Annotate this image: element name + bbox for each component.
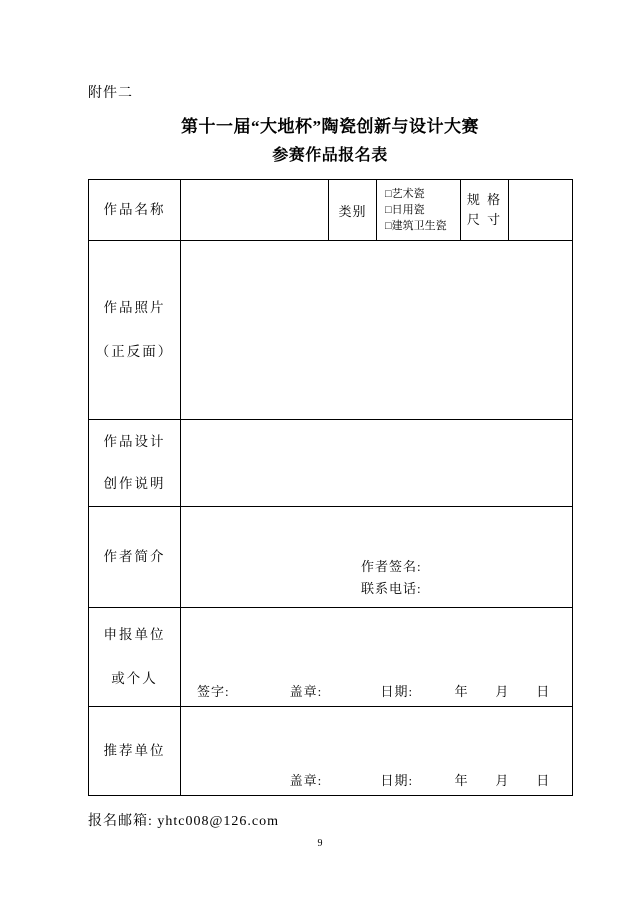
application-form-table	[88, 179, 573, 796]
recommender-year-label: 年	[454, 773, 469, 788]
cell-author-bio-label	[89, 507, 181, 608]
design-label-line1: 作品设计	[103, 434, 166, 449]
work-name-label: 作品名称	[103, 202, 166, 217]
recommender-label: 推荐单位	[103, 743, 166, 758]
photo-label-line1: 作品照片	[103, 300, 166, 315]
recommender-date-label: 日期:	[380, 773, 414, 788]
cell-author-bio-value[interactable]	[181, 507, 573, 608]
cell-photo-label	[89, 241, 181, 420]
table-row	[89, 241, 573, 420]
spec-label-line1: 规 格	[466, 192, 503, 207]
cell-work-name-value[interactable]	[181, 180, 329, 241]
table-row	[89, 507, 573, 608]
recommender-month-label: 月	[495, 773, 510, 788]
author-signature-label: 作者签名:	[361, 559, 422, 574]
applicant-date-label: 日期:	[380, 684, 414, 699]
category-option-daily[interactable]: □日用瓷	[385, 204, 425, 216]
cell-recommender-value[interactable]	[181, 707, 573, 796]
title-block	[88, 114, 572, 169]
applicant-day-label: 日	[536, 684, 551, 699]
page-title: 第十一届“大地杯”陶瓷创新与设计大赛	[181, 117, 479, 136]
cell-applicant-label	[89, 608, 181, 707]
attachment-label: 附件二	[88, 86, 133, 101]
page-number: 9	[317, 838, 323, 849]
recommender-day-label: 日	[536, 773, 551, 788]
spec-label-line2: 尺 寸	[466, 212, 503, 227]
cell-category-label	[329, 180, 377, 241]
cell-recommender-label	[89, 707, 181, 796]
table-row	[89, 180, 573, 241]
applicant-year-label: 年	[454, 684, 469, 699]
author-phone-label: 联系电话:	[361, 581, 422, 596]
applicant-seal-label: 盖章:	[289, 684, 323, 699]
applicant-month-label: 月	[495, 684, 510, 699]
category-option-art[interactable]: □艺术瓷	[385, 188, 425, 200]
author-bio-label: 作者简介	[103, 549, 166, 564]
recommender-spacer	[197, 770, 290, 789]
document-body	[88, 82, 572, 830]
cell-photo-value[interactable]	[181, 241, 573, 420]
category-option-list	[377, 180, 460, 240]
category-label: 类别	[338, 203, 367, 219]
design-label-line2: 创作说明	[103, 476, 166, 491]
table-row	[89, 420, 573, 507]
cell-design-value[interactable]	[181, 420, 573, 507]
category-option-building[interactable]: □建筑卫生瓷	[385, 220, 447, 232]
applicant-sign-row	[181, 681, 572, 706]
applicant-label-line1: 申报单位	[103, 627, 166, 642]
recommender-seal-label: 盖章:	[289, 773, 323, 788]
cell-work-name-label	[89, 180, 181, 241]
submission-email: 报名邮箱: yhtc008@126.com	[88, 814, 279, 829]
cell-design-label	[89, 420, 181, 507]
cell-applicant-value[interactable]	[181, 608, 573, 707]
applicant-sign-label: 签字:	[197, 684, 230, 699]
cell-spec-label	[461, 180, 509, 241]
table-row	[89, 608, 573, 707]
cell-category-options[interactable]	[377, 180, 461, 241]
table-row	[89, 707, 573, 796]
photo-label-line2: （正反面）	[95, 344, 174, 359]
applicant-label-line2: 或个人	[111, 671, 158, 686]
page-subtitle: 参赛作品报名表	[272, 147, 388, 164]
cell-spec-value[interactable]	[509, 180, 573, 241]
recommender-sign-row	[181, 770, 572, 795]
